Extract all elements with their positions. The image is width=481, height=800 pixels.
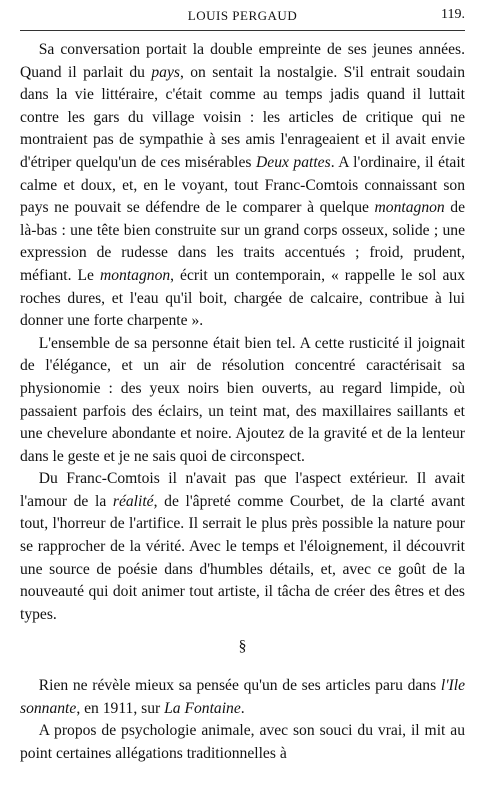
text-run: , de l'âpreté comme Courbet, de la clarté avant tout, l'horreur de l'artifice. Il serrait le plus près possible la nature pour se rapprocher de la vérité. Avec le temps et l'éloignement, il découvrit une source de poésie dans d'humbles détails, et, avec ce goût de la nouveauté qui doit animer tout artiste, il tâcha de créer des êtres et des types. — [20, 492, 465, 623]
text-run: L'ensemble de sa personne était bien tel. A cette rusticité il joignait de l'élégance, et un air de résolution concentré caractérisait sa physionomie : des yeux noirs bien ouverts, au regard limpide, où passaient parfois des éclairs, un teint mat, des maxillaires saillants et une chevelure abondante et noire. Ajoutez de la gravité et de la lenteur dans le geste et je ne sais quoi de circonspect. — [20, 334, 465, 465]
italic-text: réalité — [112, 492, 154, 510]
paragraphs-after-section — [20, 675, 465, 765]
italic-text: pays — [151, 63, 180, 81]
paragraph — [20, 333, 465, 469]
text-run: Rien ne révèle mieux sa pensée qu'un de ses articles paru dans — [38, 677, 441, 695]
text-run: Du Franc-Comtois il n'avait pas que l'aspect extérieur. Il avait l'amour de la — [20, 470, 465, 510]
body-text — [20, 39, 465, 765]
paragraph — [20, 720, 465, 765]
paragraph — [20, 675, 465, 720]
italic-text: La Fontaine — [164, 699, 241, 717]
section-separator: § — [238, 638, 247, 656]
text-run: de là-bas : une tête bien construite sur un grand corps osseux, solide ; une expression de rudesse dans les traits accentués ; froid, prudent, méfiant. Le — [20, 199, 466, 284]
paragraph — [20, 39, 465, 333]
italic-text: l'Ile sonnante — [20, 677, 465, 717]
italic-text: montagnon — [99, 266, 171, 284]
italic-text: montagnon — [374, 199, 445, 217]
text-run: Sa conversation portait la double empreinte de ses jeunes années. Quand il parlait du — [20, 41, 465, 81]
page-number: 119. — [441, 7, 465, 22]
running-title: LOUIS PERGAUD — [187, 8, 298, 23]
text-run: , en 1911, sur — [76, 699, 165, 717]
italic-text: Deux pattes — [256, 153, 331, 171]
paragraphs-before-section — [20, 39, 465, 626]
text-run: , écrit un contemporain, « rappelle le sol aux roches dures, et l'eau qu'il boit, chargée de calcaire, contribue à lui donner une forte charpente ». — [20, 266, 465, 330]
text-run: , on sentait la nostalgie. S'il entrait soudain dans la vie littéraire, c'était comme au temps jadis quand il luttait contre les gars du village voisin : les articles de critique qui ne montraient pas de sympathie à ses amis l'enrageaient et il avait envie d'étriper quelqu'un de ces misérables — [20, 63, 465, 171]
text-run: . A l'ordinaire, il était calme et doux, et, en le voyant, tout Franc-Comtois connaissant son pays ne pouvait se défendre de le comparer à quelque — [20, 153, 465, 217]
text-run: A propos de psychologie animale, avec son souci du vrai, il mit au point certaines allégations traditionnelles à — [20, 722, 465, 762]
paragraph — [20, 468, 465, 626]
text-run: . — [240, 699, 245, 717]
running-head — [20, 0, 465, 31]
